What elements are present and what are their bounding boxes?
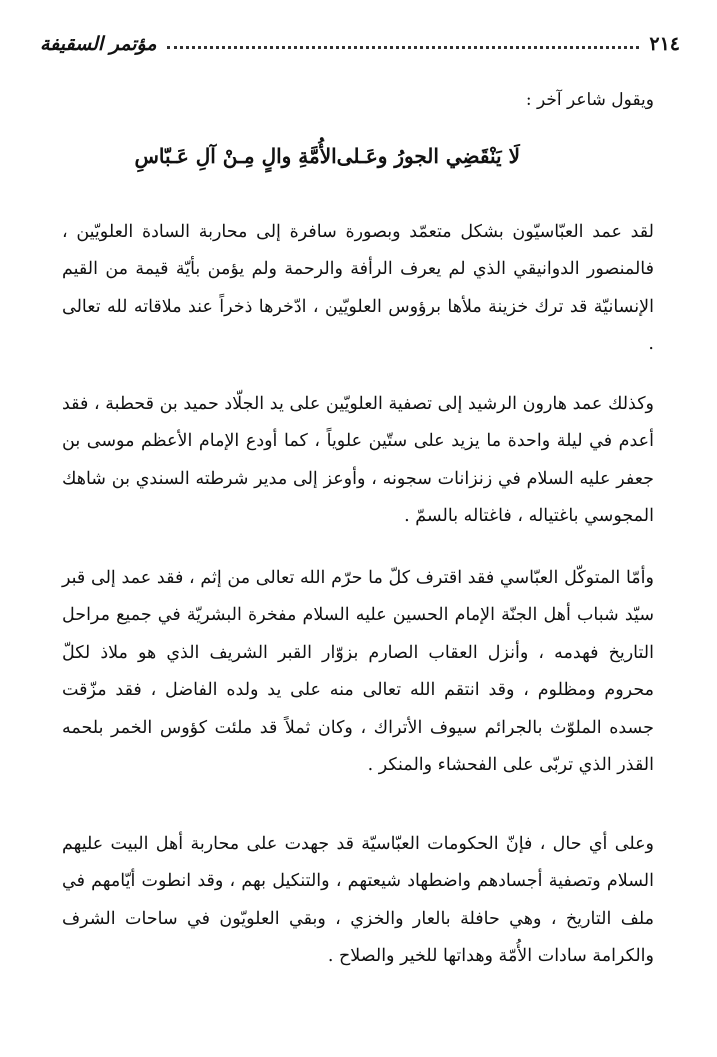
verse-second-hemistich: الأُمَّةِ والٍ مِـنْ آلِ عَـبّاسِ: [134, 144, 337, 168]
header-dotted-rule: [167, 36, 640, 49]
page-header: [40, 26, 680, 62]
running-book-title: مؤتمر السقيفة: [40, 33, 157, 55]
body-paragraph: لقد عمد العبّاسيّون بشكل متعمّد وبصورة سافرة إلى محاربة السادة العلويّين ، فالمنصور الدوانيقي الذي لم يعرف الرأفة والرحمة ولم يؤمن بأيّة قيمة من القيم الإنسانيّة قد ترك خزينة ملأها برؤوس العلويّين ، ادّخرها ذخراً عند ملاقاته لله تعالى .: [62, 221, 654, 354]
page-number: ٢١٤: [649, 33, 680, 55]
poetry-verse: [134, 136, 520, 176]
body-paragraph: وكذلك عمد هارون الرشيد إلى تصفية العلويّين على يد الجلّاد حميد بن قحطبة ، فقد أعدم في ليلة واحدة ما يزيد على ستّين علوياً ، كما أودع الإمام الأعظم موسى بن جعفر عليه السلام في زنزانات سجونه ، وأوعز إلى مدير شرطته السندي بن شاهك المجوسي باغتياله ، فاغتاله بالسمّ .: [62, 393, 654, 526]
verse-first-hemistich: لَا يَنْقَضِي الجورُ وعَـلى: [336, 144, 520, 168]
body-paragraph: وعلى أي حال ، فإنّ الحكومات العبّاسيّة قد جهدت على محاربة أهل البيت عليهم السلام وتصفية أجسادهم واضطهاد شيعتهم ، والتنكيل بهم ، وقد انطوت أيّامهم في ملف التاريخ ، وهي حافلة بالعار والخزي ، وبقي العلويّون في ساحات الشرف والكرامة سادات الأُمّة وهداتها للخير والصلاح .: [62, 833, 655, 966]
verse-intro-line: ويقول شاعر آخر :: [525, 90, 654, 110]
body-paragraph: وأمّا المتوكّل العبّاسي فقد اقترف كلّ ما حرّم الله تعالى من إثم ، فقد عمد إلى قبر سيّد شباب أهل الجنّة الإمام الحسين عليه السلام مفخرة البشريّة في جميع مراحل التاريخ فهدمه ، وأنزل العقاب الصارم بزوّار القبر الشريف الذي هو ملاذ لكلّ محروم ومظلوم ، وقد انتقم الله تعالى منه على يد ولده الفاضل ، فقد مزّقت جسده الملوّث بالجرائم سيوف الأتراك ، وكان ثملاً قد ملئت كؤوس الخمر بلحمه القذر الذي تربّى على الفحشاء والمنكر .: [62, 567, 654, 775]
